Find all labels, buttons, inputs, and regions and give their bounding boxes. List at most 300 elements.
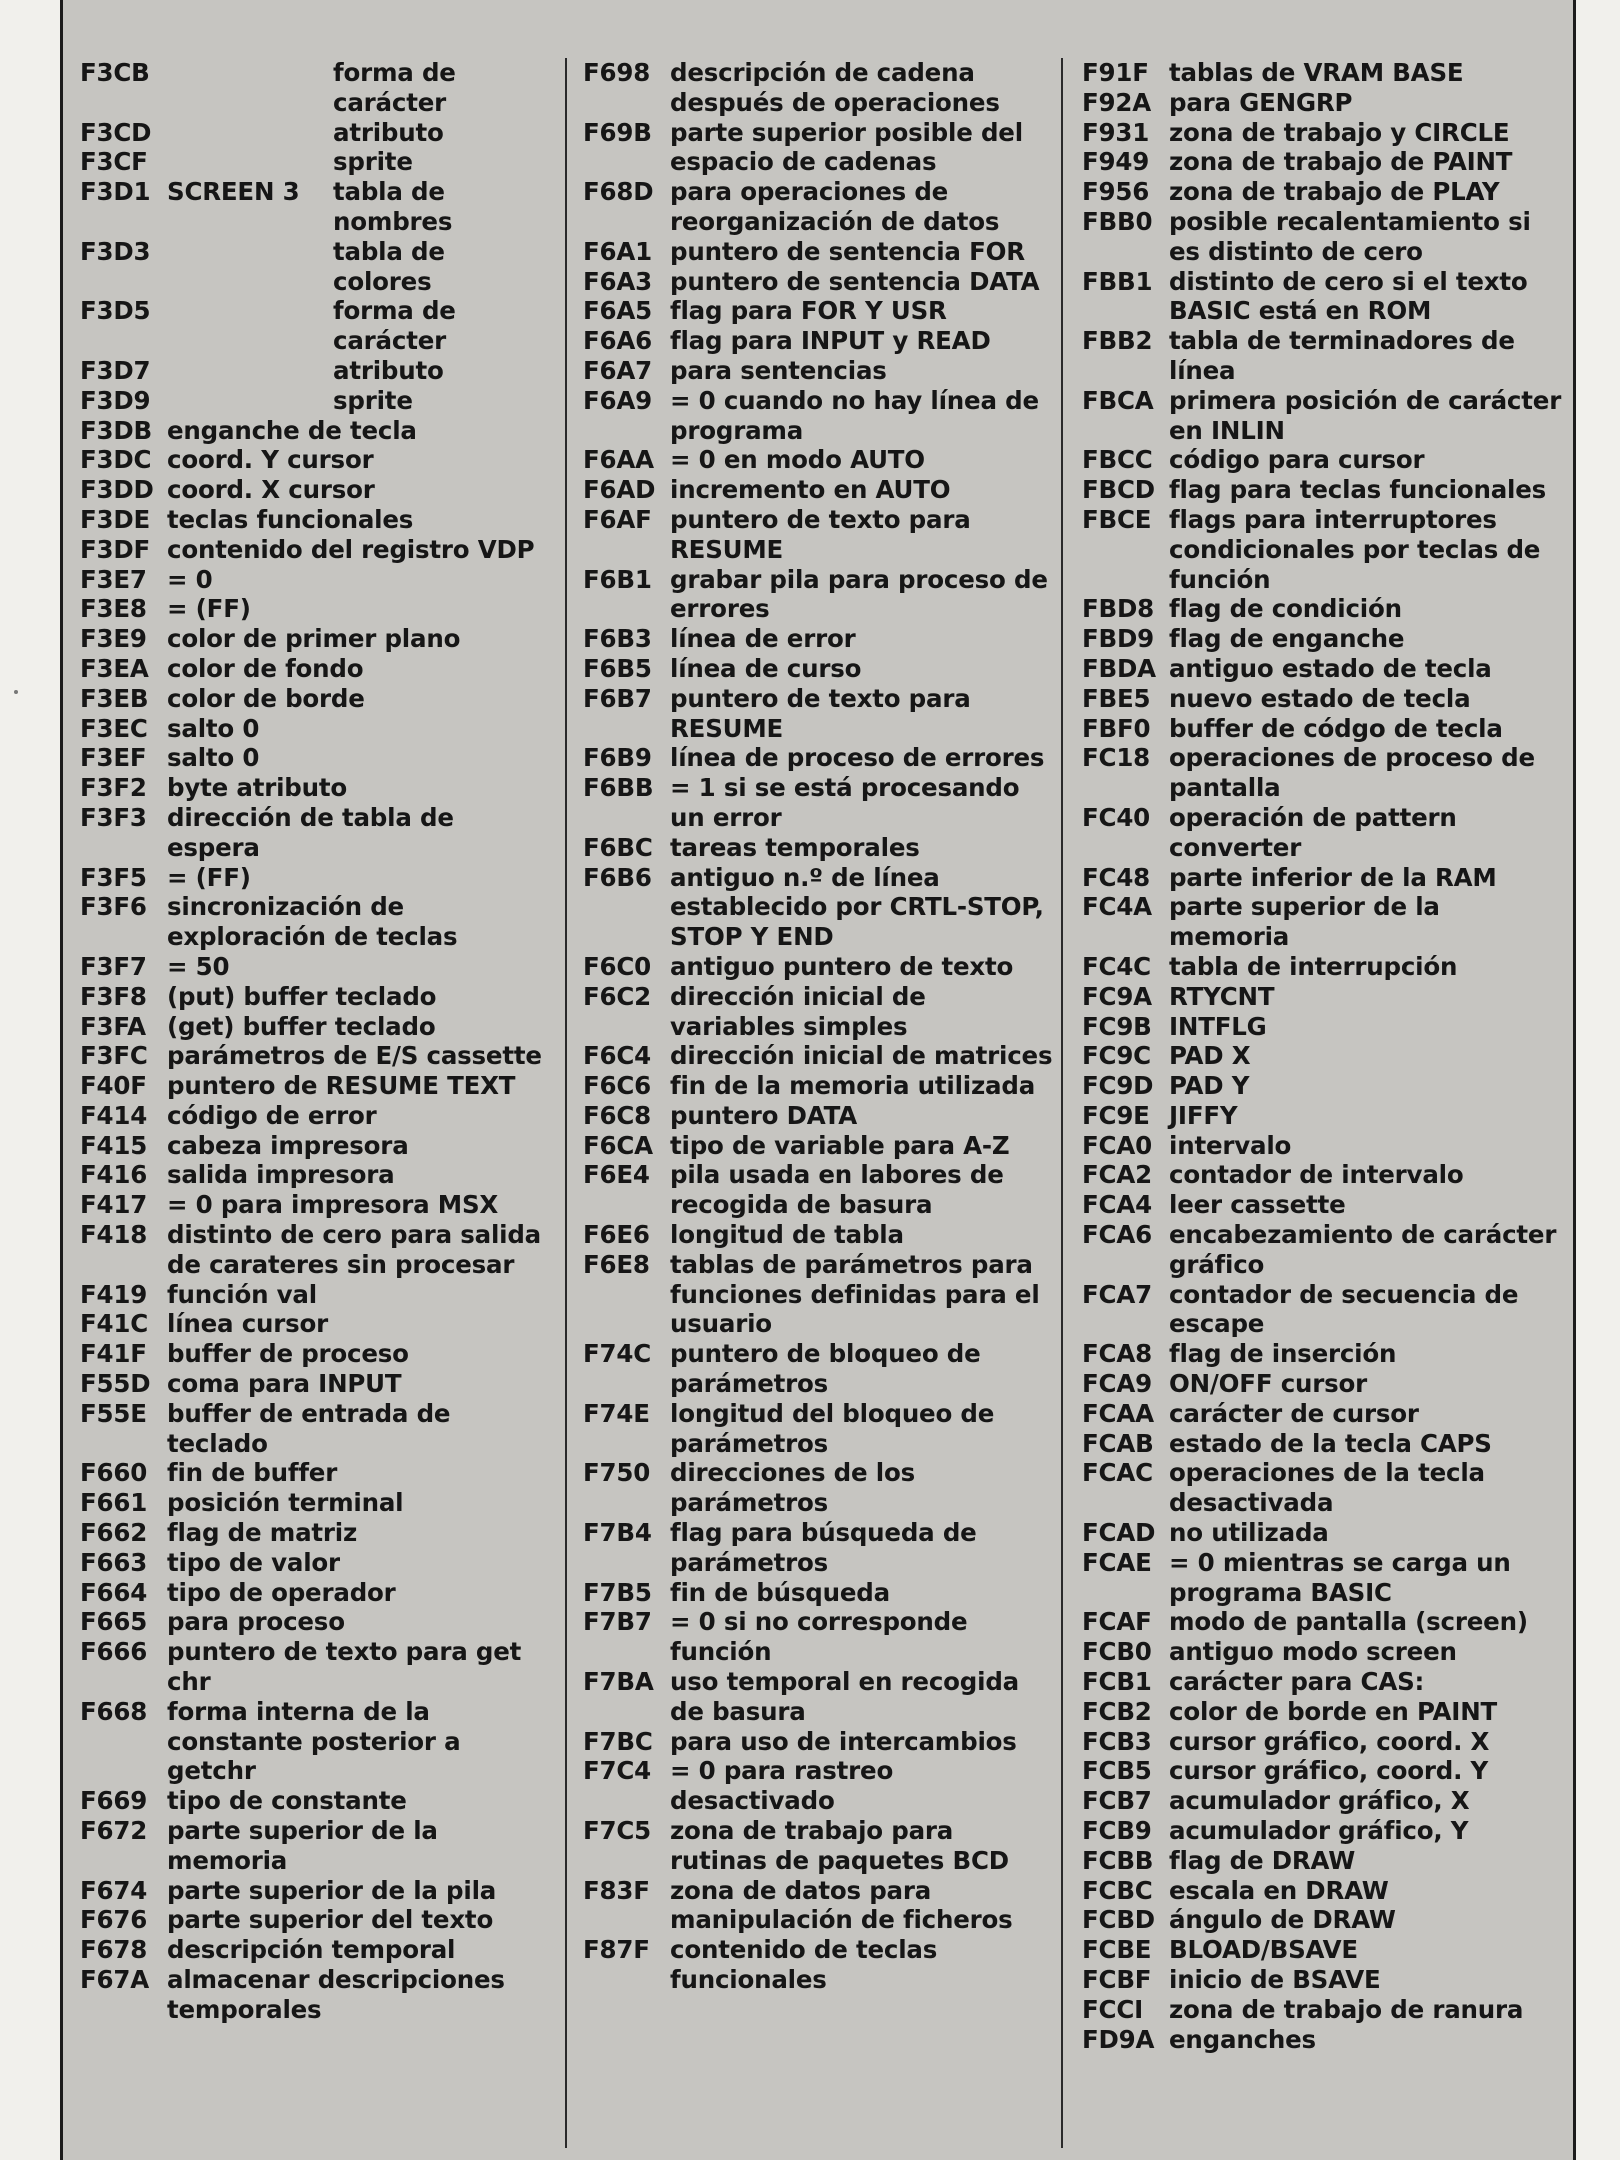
memory-description: = 50 xyxy=(167,951,230,981)
memory-entry xyxy=(80,1518,550,1548)
memory-entry xyxy=(1082,1846,1562,1876)
memory-address: F7B7 xyxy=(583,1607,652,1637)
memory-description: tipo de constante xyxy=(167,1786,407,1816)
memory-address: F6A7 xyxy=(583,355,652,385)
memory-description: encabezamiento de carácter gráfico xyxy=(1169,1220,1557,1279)
memory-description: flag de DRAW xyxy=(1169,1845,1356,1875)
memory-description: para proceso xyxy=(167,1607,345,1637)
memory-address: FCA0 xyxy=(1082,1130,1152,1160)
memory-address: F41C xyxy=(80,1309,149,1339)
memory-address: F6A1 xyxy=(583,236,652,266)
memory-entry xyxy=(1082,88,1562,118)
memory-entry xyxy=(583,982,1053,1042)
memory-address: F419 xyxy=(80,1279,148,1309)
memory-entry xyxy=(583,1518,1053,1578)
memory-description: INTFLG xyxy=(1169,1011,1267,1041)
memory-address: F6B6 xyxy=(583,862,652,892)
memory-description: línea de error xyxy=(670,624,856,654)
memory-description: parte superior del texto xyxy=(167,1905,494,1935)
memory-description: byte atributo xyxy=(167,773,348,803)
memory-entry xyxy=(1082,1041,1562,1071)
memory-address: F7B4 xyxy=(583,1518,652,1548)
memory-entry xyxy=(1082,1935,1562,1965)
memory-description: = 0 xyxy=(167,564,213,594)
memory-entry xyxy=(1082,1905,1562,1935)
memory-entry xyxy=(80,1965,550,2025)
memory-entry xyxy=(1082,1995,1562,2025)
memory-address: F6A6 xyxy=(583,326,652,356)
memory-address: F664 xyxy=(80,1577,148,1607)
memory-entry xyxy=(80,147,550,177)
memory-address: FC9C xyxy=(1082,1041,1151,1071)
memory-description: fin de buffer xyxy=(167,1458,338,1488)
memory-description: buffer de entrada de teclado xyxy=(167,1398,451,1458)
memory-description: parámetros de E/S cassette xyxy=(167,1041,542,1071)
memory-description: posible recalentamiento si es distinto de cero xyxy=(1169,206,1531,266)
memory-entry xyxy=(80,1369,550,1399)
memory-description: parte superior de la memoria xyxy=(167,1816,438,1875)
memory-address: FBD8 xyxy=(1082,594,1154,624)
memory-description: buffer de proceso xyxy=(167,1339,409,1369)
memory-entry xyxy=(583,1935,1053,1995)
memory-address: FBD9 xyxy=(1082,624,1154,654)
memory-address: F7B5 xyxy=(583,1577,652,1607)
memory-address: F668 xyxy=(80,1696,148,1726)
memory-entry xyxy=(80,1816,550,1876)
memory-description: BLOAD/BSAVE xyxy=(1169,1935,1358,1965)
memory-entry xyxy=(1082,1667,1562,1697)
memory-address: F6A9 xyxy=(583,385,652,415)
memory-description: posición terminal xyxy=(167,1488,404,1518)
memory-description: cursor gráfico, coord. X xyxy=(1169,1726,1490,1756)
memory-description: = 0 en modo AUTO xyxy=(670,445,925,475)
memory-entry xyxy=(80,743,550,773)
memory-address: F949 xyxy=(1082,147,1150,177)
memory-description: flag para teclas funcionales xyxy=(1169,475,1547,505)
memory-entry xyxy=(583,684,1053,744)
memory-entry xyxy=(583,1041,1053,1071)
memory-entry xyxy=(1082,743,1562,803)
memory-entry xyxy=(1082,1012,1562,1042)
memory-entry xyxy=(1082,1190,1562,1220)
memory-address: F3DC xyxy=(80,445,152,475)
memory-entry xyxy=(80,118,550,148)
memory-address: FCAF xyxy=(1082,1607,1152,1637)
memory-address: FCCI xyxy=(1082,1994,1144,2024)
memory-address: F750 xyxy=(583,1458,651,1488)
memory-description: flag para INPUT y READ xyxy=(670,326,991,356)
memory-description: nuevo estado de tecla xyxy=(1169,683,1471,713)
memory-entry xyxy=(1082,714,1562,744)
memory-address: FBF0 xyxy=(1082,713,1151,743)
memory-entry xyxy=(1082,1518,1562,1548)
memory-entry xyxy=(583,1667,1053,1727)
memory-entry xyxy=(1082,982,1562,1012)
memory-address: F663 xyxy=(80,1547,148,1577)
memory-map-column-1 xyxy=(80,58,550,2025)
memory-entry xyxy=(80,1309,550,1339)
memory-address: F666 xyxy=(80,1637,148,1667)
memory-description: buffer de códgo de tecla xyxy=(1169,713,1503,743)
memory-address: FCA6 xyxy=(1082,1220,1152,1250)
memory-address: F7C4 xyxy=(583,1756,652,1786)
memory-entry xyxy=(583,624,1053,654)
memory-description: no utilizada xyxy=(1169,1518,1329,1548)
memory-address: FCB5 xyxy=(1082,1756,1152,1786)
memory-description: flag de enganche xyxy=(1169,624,1405,654)
memory-entry xyxy=(1082,1071,1562,1101)
memory-description: tablas de VRAM BASE xyxy=(1169,58,1464,87)
memory-entry xyxy=(80,475,550,505)
memory-description: uso temporal en recogida de basura xyxy=(670,1667,1020,1726)
memory-description: operación de pattern converter xyxy=(1169,802,1457,862)
memory-description: forma de carácter xyxy=(333,296,456,356)
memory-entry xyxy=(80,624,550,654)
memory-description: flag de matriz xyxy=(167,1518,358,1548)
memory-entry xyxy=(80,1071,550,1101)
memory-address: F74E xyxy=(583,1398,650,1428)
memory-entry xyxy=(80,1339,550,1369)
memory-description: forma de carácter xyxy=(333,58,456,117)
memory-description: distinto de cero si el texto BASIC está en ROM xyxy=(1169,266,1528,326)
memory-description: direcciones de los parámetros xyxy=(670,1458,915,1518)
memory-entry xyxy=(80,58,550,118)
memory-description: parte superior de la memoria xyxy=(1169,892,1440,952)
memory-address: FCB2 xyxy=(1082,1696,1152,1726)
memory-address: F3F3 xyxy=(80,802,147,832)
memory-address: FCAD xyxy=(1082,1518,1156,1548)
memory-description: = 0 para rastreo desactivado xyxy=(670,1756,894,1816)
memory-entry xyxy=(80,714,550,744)
memory-description: coma para INPUT xyxy=(167,1369,402,1399)
memory-description: parte superior de la pila xyxy=(167,1875,497,1905)
memory-address: F6B1 xyxy=(583,564,652,594)
memory-address: F956 xyxy=(1082,177,1150,207)
memory-address: F6C0 xyxy=(583,951,652,981)
memory-address: F3D1 xyxy=(80,177,151,207)
memory-entry xyxy=(583,475,1053,505)
memory-description: para uso de intercambios xyxy=(670,1726,1017,1756)
memory-description: atributo xyxy=(333,117,444,147)
memory-description: contenido de teclas funcionales xyxy=(670,1935,938,1994)
memory-entry xyxy=(1082,147,1562,177)
memory-address: F3D7 xyxy=(80,355,151,385)
column-divider xyxy=(1061,58,1063,2148)
memory-entry xyxy=(80,1905,550,1935)
memory-description: = 0 para impresora MSX xyxy=(167,1190,499,1220)
memory-description: = 0 mientras se carga un programa BASIC xyxy=(1169,1547,1511,1607)
memory-entry xyxy=(583,505,1053,565)
memory-description: tareas temporales xyxy=(670,832,920,862)
memory-description: salto 0 xyxy=(167,743,260,773)
memory-description: puntero de texto para get chr xyxy=(167,1637,522,1697)
memory-entry xyxy=(80,654,550,684)
memory-entry xyxy=(1082,445,1562,475)
memory-entry xyxy=(1082,863,1562,893)
memory-description: puntero de sentencia DATA xyxy=(670,266,1040,296)
memory-address: F6B3 xyxy=(583,624,652,654)
memory-address: FBCC xyxy=(1082,445,1153,475)
memory-entry xyxy=(80,1935,550,1965)
memory-description: carácter de cursor xyxy=(1169,1398,1419,1428)
memory-address: FCB1 xyxy=(1082,1667,1152,1697)
memory-description: operaciones de proceso de pantalla xyxy=(1169,743,1535,803)
memory-address: F660 xyxy=(80,1458,148,1488)
memory-description: PAD X xyxy=(1169,1041,1251,1071)
memory-description: código de error xyxy=(167,1100,377,1130)
memory-description: cursor gráfico, coord. Y xyxy=(1169,1756,1489,1786)
memory-description: color de borde en PAINT xyxy=(1169,1696,1498,1726)
memory-address: FCA9 xyxy=(1082,1369,1152,1399)
memory-entry xyxy=(80,773,550,803)
memory-description: descripción temporal xyxy=(167,1935,456,1965)
memory-description: flag para FOR Y USR xyxy=(670,296,947,326)
memory-address: FD9A xyxy=(1082,2024,1155,2054)
memory-address: FC18 xyxy=(1082,743,1151,773)
memory-entry xyxy=(1082,684,1562,714)
memory-description: grabar pila para proceso de errores xyxy=(670,564,1048,624)
memory-entry xyxy=(1082,1101,1562,1131)
memory-address: FCAB xyxy=(1082,1428,1154,1458)
memory-entry xyxy=(1082,1727,1562,1757)
memory-address: F67A xyxy=(80,1965,149,1994)
memory-address: F6C8 xyxy=(583,1100,652,1130)
memory-description: intervalo xyxy=(1169,1130,1292,1160)
memory-description: salida impresora xyxy=(167,1160,395,1190)
memory-entry xyxy=(583,1250,1053,1339)
memory-address: F3E8 xyxy=(80,594,147,624)
memory-entry xyxy=(1082,326,1562,386)
memory-entry xyxy=(80,1280,550,1310)
memory-entry xyxy=(1082,654,1562,684)
memory-address: F3E7 xyxy=(80,564,147,594)
memory-address: F3DD xyxy=(80,475,154,505)
memory-entry xyxy=(583,1727,1053,1757)
memory-description: tipo de valor xyxy=(167,1547,340,1577)
memory-entry xyxy=(1082,2025,1562,2055)
memory-description: forma interna de la constante posterior a getchr xyxy=(167,1696,461,1786)
memory-address: F6BB xyxy=(583,773,654,803)
memory-description: color de fondo xyxy=(167,653,364,683)
memory-address: F6B7 xyxy=(583,683,652,713)
memory-entry xyxy=(80,565,550,595)
memory-entry xyxy=(583,833,1053,863)
memory-address: F3FC xyxy=(80,1041,148,1071)
memory-address: FC9B xyxy=(1082,1011,1152,1041)
memory-description: tipo de operador xyxy=(167,1577,396,1607)
memory-description: acumulador gráfico, Y xyxy=(1169,1816,1469,1846)
memory-entry xyxy=(583,1756,1053,1816)
memory-entry xyxy=(583,58,1053,118)
memory-address: F417 xyxy=(80,1190,148,1220)
memory-description: parte superior posible del espacio de cadenas xyxy=(670,117,1023,177)
memory-entry xyxy=(80,1220,550,1280)
memory-address: F678 xyxy=(80,1935,148,1965)
memory-entry xyxy=(80,296,550,356)
memory-address: FCAA xyxy=(1082,1398,1154,1428)
memory-entry xyxy=(80,1578,550,1608)
memory-description: tabla de interrupción xyxy=(1169,951,1458,981)
memory-entry xyxy=(583,654,1053,684)
memory-address: F414 xyxy=(80,1100,148,1130)
memory-entry xyxy=(1082,1637,1562,1667)
memory-address: F416 xyxy=(80,1160,148,1190)
memory-entry xyxy=(583,1220,1053,1250)
memory-description: color de primer plano xyxy=(167,624,461,654)
memory-description: puntero de bloqueo de parámetros xyxy=(670,1339,981,1399)
memory-description: antiguo n.º de línea establecido por CRTL-STOP, STOP Y END xyxy=(670,862,1044,952)
memory-address: F40F xyxy=(80,1071,147,1101)
memory-entry xyxy=(80,1488,550,1518)
memory-entry xyxy=(583,952,1053,982)
memory-entry xyxy=(583,1816,1053,1876)
memory-address: FBB0 xyxy=(1082,206,1153,236)
memory-entry xyxy=(80,416,550,446)
memory-entry xyxy=(1082,892,1562,952)
memory-entry xyxy=(583,1578,1053,1608)
memory-entry xyxy=(583,1071,1053,1101)
memory-entry xyxy=(1082,1876,1562,1906)
memory-address: F662 xyxy=(80,1518,148,1548)
memory-entry xyxy=(1082,475,1562,505)
memory-address: FBB2 xyxy=(1082,326,1153,356)
memory-entry xyxy=(1082,1220,1562,1280)
memory-entry xyxy=(583,1101,1053,1131)
memory-entry xyxy=(583,1399,1053,1459)
memory-description: escala en DRAW xyxy=(1169,1875,1389,1905)
memory-description: inicio de BSAVE xyxy=(1169,1965,1381,1994)
memory-entry xyxy=(1082,1756,1562,1786)
memory-description: cabeza impresora xyxy=(167,1130,409,1160)
memory-description: antiguo modo screen xyxy=(1169,1637,1457,1667)
memory-address: F6BC xyxy=(583,832,653,862)
memory-address: FCA8 xyxy=(1082,1339,1152,1369)
memory-entry xyxy=(1082,177,1562,207)
memory-address: F6AA xyxy=(583,445,654,475)
memory-entry xyxy=(583,565,1053,625)
memory-address: FCB9 xyxy=(1082,1816,1152,1846)
memory-address: F6B9 xyxy=(583,743,652,773)
memory-address: FC48 xyxy=(1082,862,1151,892)
memory-description: = (FF) xyxy=(167,862,251,892)
memory-entry xyxy=(80,1160,550,1190)
memory-address: FCB3 xyxy=(1082,1726,1152,1756)
memory-address: F92A xyxy=(1082,87,1151,117)
memory-entry xyxy=(80,1607,550,1637)
memory-entry xyxy=(80,1041,550,1071)
print-speck xyxy=(14,690,18,694)
memory-address: F69B xyxy=(583,117,652,147)
memory-entry xyxy=(1082,207,1562,267)
memory-entry xyxy=(80,1101,550,1131)
memory-description: almacenar descripciones temporales xyxy=(167,1965,505,2024)
memory-address: F3FA xyxy=(80,1011,146,1041)
memory-description: sprite xyxy=(333,147,413,177)
memory-description: enganche de tecla xyxy=(167,415,417,445)
memory-description: distinto de cero para salida de carateres sin procesar xyxy=(167,1220,542,1279)
memory-description: color de borde xyxy=(167,683,365,713)
memory-description: tabla de terminadores de línea xyxy=(1169,326,1515,385)
memory-map-column-3 xyxy=(1082,58,1562,2054)
memory-description: línea de proceso de errores xyxy=(670,743,1045,773)
memory-entry xyxy=(1082,1816,1562,1846)
memory-address: F3DB xyxy=(80,415,152,445)
memory-address: FCBB xyxy=(1082,1845,1154,1875)
memory-address: F7C5 xyxy=(583,1816,652,1846)
memory-description: línea cursor xyxy=(167,1309,329,1339)
memory-description: flag para búsqueda de parámetros xyxy=(670,1518,977,1577)
memory-address: F6C2 xyxy=(583,981,652,1011)
memory-address: F6C6 xyxy=(583,1071,652,1101)
memory-description: modo de pantalla (screen) xyxy=(1169,1607,1528,1637)
memory-address: FCB0 xyxy=(1082,1637,1152,1667)
memory-description: RTYCNT xyxy=(1169,981,1275,1011)
memory-address: F3D5 xyxy=(80,296,151,326)
memory-entry xyxy=(1082,624,1562,654)
memory-description: teclas funcionales xyxy=(167,504,414,534)
memory-address: F68D xyxy=(583,177,654,207)
memory-entry xyxy=(80,535,550,565)
memory-description: PAD Y xyxy=(1169,1071,1250,1101)
memory-description: zona de trabajo y CIRCLE xyxy=(1169,117,1510,147)
memory-description: ángulo de DRAW xyxy=(1169,1905,1396,1935)
memory-entry xyxy=(583,267,1053,297)
memory-entry xyxy=(80,1786,550,1816)
memory-entry xyxy=(583,237,1053,267)
memory-description: antiguo estado de tecla xyxy=(1169,653,1492,683)
memory-entry xyxy=(1082,267,1562,327)
memory-entry xyxy=(583,445,1053,475)
memory-entry xyxy=(583,386,1053,446)
memory-entry xyxy=(583,1607,1053,1667)
memory-entry xyxy=(583,1876,1053,1936)
memory-entry xyxy=(1082,1429,1562,1459)
memory-address: F7BA xyxy=(583,1667,654,1697)
memory-description: puntero DATA xyxy=(670,1100,857,1130)
memory-address: F669 xyxy=(80,1786,148,1816)
memory-entry xyxy=(583,1458,1053,1518)
memory-description: coord. X cursor xyxy=(167,475,375,505)
memory-address: FCAC xyxy=(1082,1458,1153,1488)
memory-description: línea de curso xyxy=(670,653,862,683)
memory-address: F41F xyxy=(80,1339,147,1369)
memory-description: tipo de variable para A-Z xyxy=(670,1130,1010,1160)
memory-description: zona de trabajo para rutinas de paquetes BCD xyxy=(670,1816,1009,1875)
memory-description: puntero de texto para RESUME xyxy=(670,504,971,564)
memory-description: longitud del bloqueo de parámetros xyxy=(670,1398,995,1458)
memory-description: zona de trabajo de ranura xyxy=(1169,1994,1524,2024)
memory-description: contador de intervalo xyxy=(1169,1160,1464,1190)
memory-address: FCBF xyxy=(1082,1965,1152,1994)
memory-address: F3D9 xyxy=(80,385,151,415)
memory-entry xyxy=(583,1131,1053,1161)
memory-entry xyxy=(80,803,550,863)
memory-description: longitud de tabla xyxy=(670,1220,904,1250)
memory-address: FBCE xyxy=(1082,504,1152,534)
memory-entry xyxy=(1082,952,1562,982)
memory-description: sprite xyxy=(333,385,413,415)
memory-address: FCBD xyxy=(1082,1905,1155,1935)
memory-description: flags para interruptores condicionales por teclas de función xyxy=(1169,504,1541,594)
memory-description: zona de datos para manipulación de ficheros xyxy=(670,1875,1013,1935)
memory-description: puntero de RESUME TEXT xyxy=(167,1071,516,1101)
memory-address: FC40 xyxy=(1082,802,1151,832)
memory-entry xyxy=(1082,1369,1562,1399)
memory-address: F3CB xyxy=(80,58,150,87)
memory-address: F6AF xyxy=(583,504,652,534)
memory-entry xyxy=(80,863,550,893)
memory-entry xyxy=(1082,1399,1562,1429)
